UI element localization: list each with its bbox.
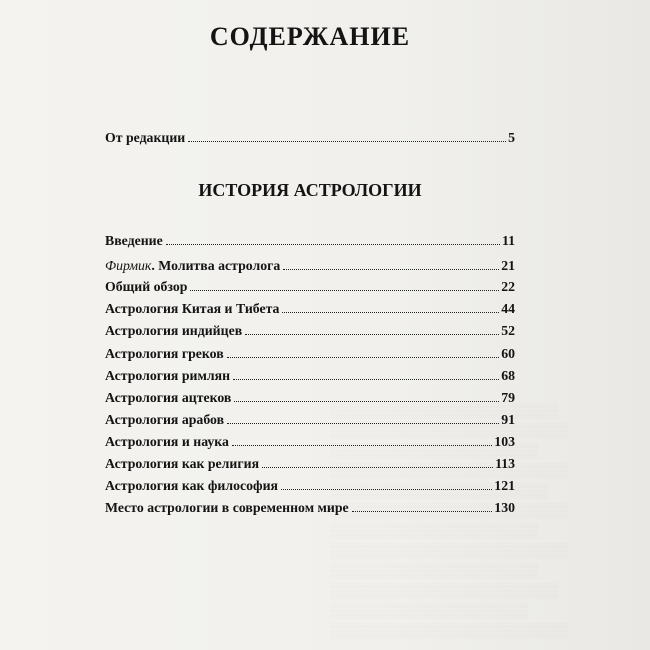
entry-label: Астрология арабов [105,412,225,427]
page-number: 113 [495,456,515,471]
entry-label: От редакции [105,130,186,145]
dot-leader [190,290,499,291]
page-number: 79 [501,390,515,405]
toc-entry[interactable] [105,496,515,516]
toc-entry[interactable] [105,386,515,406]
entry-author: Фирмик [105,258,152,273]
toc-entry[interactable] [105,364,515,384]
toc-entry[interactable] [105,297,515,317]
page-number: 91 [501,412,515,427]
toc-entry[interactable] [105,342,515,362]
page-number: 22 [501,279,515,294]
toc-entry[interactable] [105,275,515,295]
dot-leader [281,489,492,490]
entry-label: Астрология греков [105,346,224,361]
toc-entry[interactable] [105,452,515,472]
dot-leader [166,244,500,245]
page-number: 21 [501,258,515,273]
page-number: 103 [494,434,515,449]
entry-label: Астрология индийцев [105,323,243,338]
entry-title: Молитва астролога [158,258,281,273]
toc-entry[interactable] [105,229,515,249]
entry-label: Астрология ацтеков [105,390,232,405]
dot-leader [188,141,506,142]
dot-leader [233,379,499,380]
entry-label: Астрология Китая и Тибета [105,301,280,316]
entry-label: Астрология как религия [105,456,260,471]
toc-entry[interactable] [105,319,515,339]
page-number: 68 [501,368,515,383]
entry-label: Астрология и наука [105,434,229,449]
dot-leader [227,357,500,358]
dot-leader [227,423,499,424]
dot-leader [352,511,493,512]
entry-label: Введение [105,233,163,248]
entry-label: Место астрологии в современном мире [105,500,349,515]
page-number: 130 [494,500,515,515]
toc-entry[interactable] [105,430,515,450]
dot-leader [232,445,492,446]
dot-leader [262,467,493,468]
page-title: СОДЕРЖАНИЕ [209,22,411,51]
entry-label: Астрология как философия [105,478,278,493]
dot-leader [282,312,499,313]
dot-leader [245,334,499,335]
toc-entry-intro[interactable] [105,126,515,146]
page-number: 60 [501,346,515,361]
entry-label: Астрология римлян [105,368,231,383]
toc-entry[interactable] [105,408,515,428]
dot-leader [283,269,499,270]
dot-leader [234,401,499,402]
entry-label: Фирмик. Молитва астролога [105,258,281,273]
toc-entry[interactable] [105,254,515,274]
page-number: 52 [501,323,515,338]
entry-label: Общий обзор [105,279,188,294]
toc-entry[interactable] [105,474,515,494]
page-number: 44 [501,301,515,316]
page-number: 121 [494,478,515,493]
page-number: 11 [501,233,515,248]
section-title: ИСТОРИЯ АСТРОЛОГИИ [198,180,422,200]
page-number: 5 [508,130,515,145]
